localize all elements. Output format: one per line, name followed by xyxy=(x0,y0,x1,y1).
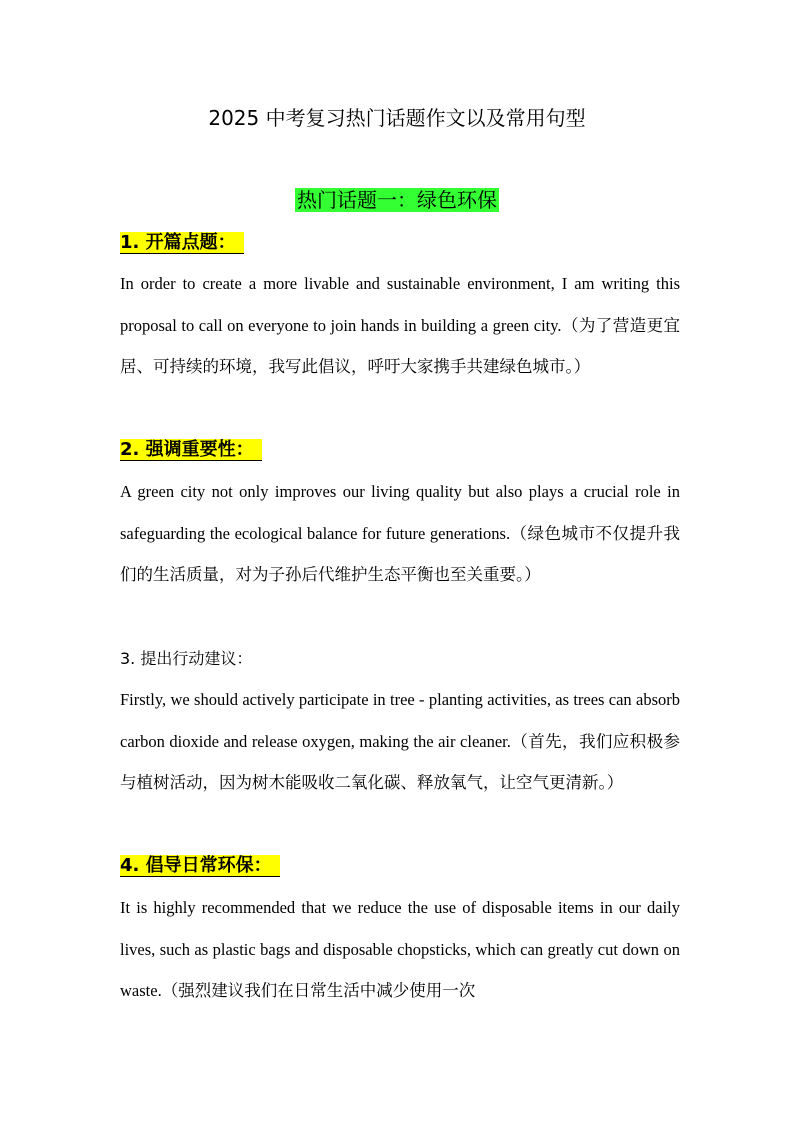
section-paragraph-importance: A green city not only improves our living quality but also plays a crucial role in safeguarding the ecological balance for future generations.（绿色城市不仅提升我们的生活质量，对为子孙后代维护生态平衡也至关重要。） xyxy=(120,482,680,584)
section-paragraph-daily: It is highly recommended that we reduce the use of disposable items in our daily lives, such as plastic bags and disposable chopsticks, which can greatly cut down on waste.（强烈建议我们在日常生活中减少使用一次 xyxy=(120,898,680,1000)
section-paragraph-opening: In order to create a more livable and sustainable environment, I am writing this proposal to call on everyone to join hands in building a green city.（为了营造更宜居、可持续的环境，我写此倡议，呼吁大家携手共建绿色城市。） xyxy=(120,274,680,376)
section-heading-opening xyxy=(120,230,244,256)
section-heading-importance xyxy=(120,437,262,463)
section-heading-text: 2. 强调重要性： xyxy=(120,439,262,461)
section-heading-text: 4. 倡导日常环保： xyxy=(120,855,280,877)
section-heading-action xyxy=(120,646,252,672)
section-paragraph-action: Firstly, we should actively participate in tree - planting activities, as trees can absorb carbon dioxide and release oxygen, making the air cleaner.（首先，我们应积极参与植树活动，因为树木能吸收二氧化碳、释放氧气，让空气更清新。） xyxy=(120,690,680,792)
document-title: 2025 中考复习热门话题作文以及常用句型 xyxy=(208,106,586,130)
topic-heading-text: 热门话题一：绿色环保 xyxy=(297,188,497,212)
section-heading-text: 1. 开篇点题： xyxy=(120,232,244,254)
topic-heading xyxy=(0,186,794,214)
section-heading-daily xyxy=(120,853,280,879)
section-heading-text: 3. 提出行动建议： xyxy=(120,649,253,668)
